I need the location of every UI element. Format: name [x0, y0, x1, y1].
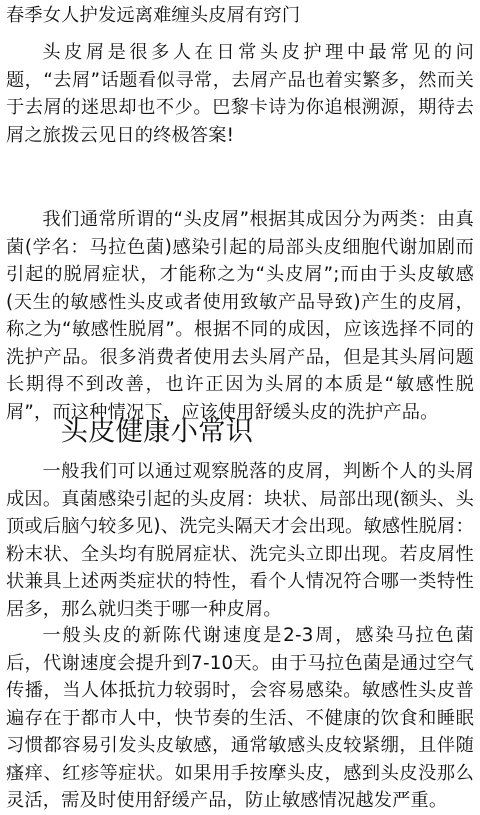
intro-paragraph: 头皮屑是很多人在日常头皮护理中最常见的问题，“去屑”话题看似寻常，去屑产品也着实繁多，然而关于去屑的迷思却也不少。巴黎卡诗为你追根溯源，期待去屑之旅拨云见日的终极答案! [6, 42, 474, 146]
metabolism-paragraph: 一般头皮的新陈代谢速度是2-3周，感染马拉色菌后，代谢速度会提升到7-10天。由于马拉色菌是通过空气传播，当人体抵抗力较弱时，会容易感染。敏感性头皮普遍存在于都市人中，快节奏的生活、不健康的饮食和睡眠习惯都容易引发头皮敏感，通常敏感头皮较紧绷，且伴随瘙痒、红疹等症状。如果用手按摩头皮，感到头皮没那么灵活，需及时使用舒缓产品，防止敏感情况越发严重。 [6, 625, 474, 811]
judge-paragraph: 一般我们可以通过观察脱落的皮屑，判断个人的头屑成因。真菌感染引起的头皮屑：块状、局部出现(额头、头顶或后脑勺较多见)、洗完头隔天才会出现。敏感性脱屑：粉末状、全头均有脱屑症状、洗完头立即出现。若皮屑性状兼具上述两类症状的特性，看个人情况符合哪一类特性居多，那么就归类于哪一种皮屑。 [6, 461, 474, 620]
dandruff-types-paragraph: 我们通常所谓的“头皮屑”根据其成因分为两类：由真菌(学名：马拉色菌)感染引起的局部头皮细胞代谢加剧而引起的脱屑症状，才能称之为“头皮屑”;而由于头皮敏感(天生的敏感性头皮或者使用致敏产品导致)产生的皮屑，称之为“敏感性脱屑”。根据不同的成因，应该选择不同的洗护产品。很多消费者使用去头屑产品，但是其头屑问题长期得不到改善，也许正因为头屑的本质是“敏感性脱屑”，而这种情况下，应该使用舒缓头皮的洗护产品。 [6, 209, 474, 423]
article-title: 春季女人护发远离难缠头皮屑有窍门 [6, 5, 301, 26]
section-heading: 头皮健康小常识 [60, 416, 254, 447]
